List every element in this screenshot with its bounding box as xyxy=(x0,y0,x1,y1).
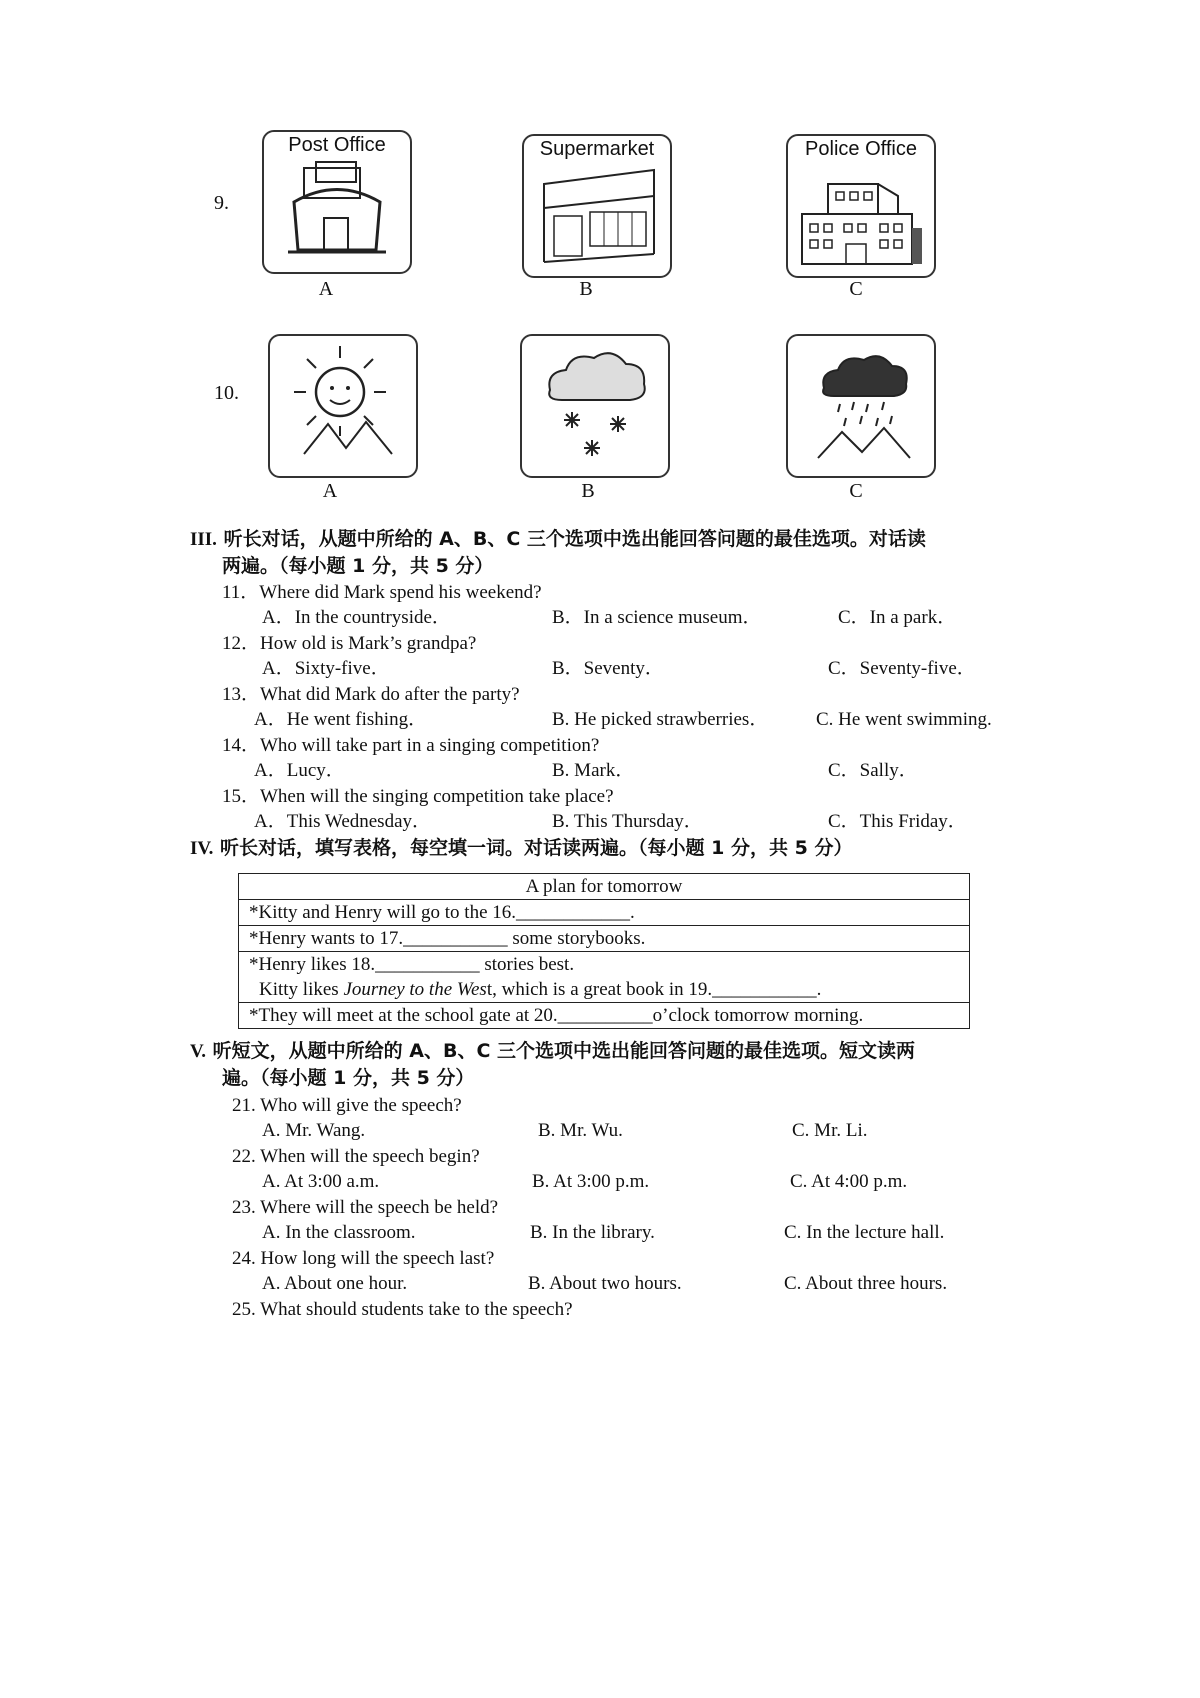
q22-option-b[interactable]: B. At 3:00 p.m. xyxy=(532,1171,650,1192)
q23-question: 23. Where will the speech be held? xyxy=(232,1197,499,1218)
q13-option-c[interactable]: C. He went swimming. xyxy=(816,709,992,730)
q11-option-a[interactable]: A．In the countryside． xyxy=(262,607,451,628)
plan-table-title: A plan for tomorrow xyxy=(239,874,970,900)
option-9c-label: Police Office xyxy=(805,138,917,160)
section-5-heading-line1: 听短文，从题中所给的 A、B、C 三个选项中选出能回答问题的最佳选项。短文读两 xyxy=(212,1040,916,1062)
plan-row-19-pre: Kitty likes xyxy=(259,979,344,1000)
plan-row-17[interactable]: *Henry wants to 17.___________ some storybooks. xyxy=(239,926,970,952)
question-9-number: 9. xyxy=(214,192,229,214)
snowy-weather-icon xyxy=(522,336,668,476)
q22-question: 22. When will the speech begin? xyxy=(232,1146,480,1167)
q24-option-b[interactable]: B. About two hours. xyxy=(528,1273,682,1294)
q11-option-c[interactable]: C．In a park． xyxy=(838,607,957,628)
q23-option-c[interactable]: C. In the lecture hall. xyxy=(784,1222,945,1243)
q12-option-b[interactable]: B．Seventy． xyxy=(552,658,664,679)
q21-option-c[interactable]: C. Mr. Li. xyxy=(792,1120,868,1141)
q23-option-b[interactable]: B. In the library. xyxy=(530,1222,655,1243)
q15-option-c[interactable]: C．This Friday． xyxy=(828,811,967,832)
section-5-roman: V. xyxy=(190,1041,207,1062)
q25-question: 25. What should students take to the speech? xyxy=(232,1299,573,1320)
section-5-heading-cont: 遍。（每小题 1 分，共 5 分） xyxy=(222,1067,475,1089)
section-3-roman: III. xyxy=(190,529,217,550)
q12-question: 12．How old is Mark’s grandpa? xyxy=(222,633,477,654)
option-9c-card[interactable] xyxy=(786,134,936,278)
sunny-weather-icon xyxy=(270,336,416,476)
q11-option-b[interactable]: B．In a science museum． xyxy=(552,607,762,628)
q24-question: 24. How long will the speech last? xyxy=(232,1248,495,1269)
q13-question: 13．What did Mark do after the party? xyxy=(222,684,520,705)
section-5-heading xyxy=(190,1038,915,1065)
plan-row-19-book-title: Journey to the Wes xyxy=(343,979,487,1000)
q23-option-a[interactable]: A. In the classroom. xyxy=(262,1222,416,1243)
section-3-heading-cont: 两遍。（每小题 1 分，共 5 分） xyxy=(222,555,494,577)
q21-question: 21. Who will give the speech? xyxy=(232,1095,462,1116)
option-10b-letter: B xyxy=(581,480,595,502)
option-10a-letter: A xyxy=(322,480,338,502)
q15-option-a[interactable]: A．This Wednesday． xyxy=(254,811,432,832)
option-9a-letter: A xyxy=(318,278,334,300)
q14-option-c[interactable]: C．Sally． xyxy=(828,760,918,781)
option-9c-letter: C xyxy=(849,278,863,300)
q24-option-a[interactable]: A. About one hour. xyxy=(262,1273,408,1294)
option-9a-card[interactable] xyxy=(262,130,412,274)
option-10c-letter: C xyxy=(849,480,863,502)
plan-row-18[interactable]: *Henry likes 18.___________ stories best. xyxy=(249,954,575,975)
q14-option-b[interactable]: B. Mark． xyxy=(552,760,635,781)
option-10c-card[interactable] xyxy=(786,334,936,478)
q13-option-b[interactable]: B. He picked strawberries． xyxy=(552,709,769,730)
q14-question: 14．Who will take part in a singing competition? xyxy=(222,735,600,756)
q21-option-a[interactable]: A. Mr. Wang. xyxy=(262,1120,366,1141)
q14-option-a[interactable]: A．Lucy． xyxy=(254,760,345,781)
q12-option-a[interactable]: A．Sixty-five． xyxy=(262,658,390,679)
rainy-weather-icon xyxy=(788,336,934,476)
q24-option-c[interactable]: C. About three hours. xyxy=(784,1273,948,1294)
section-4-heading xyxy=(190,835,852,862)
section-3-heading-line1: 听长对话，从题中所给的 A、B、C 三个选项中选出能回答问题的最佳选项。对话读 xyxy=(223,528,926,550)
plan-row-16[interactable]: *Kitty and Henry will go to the 16.____________. xyxy=(239,900,970,926)
option-9b-letter: B xyxy=(579,278,593,300)
option-10b-card[interactable] xyxy=(520,334,670,478)
plan-row-19-post: t, which is a great book in 19.___________. xyxy=(486,979,822,1000)
q13-option-a[interactable]: A．He went fishing． xyxy=(254,709,428,730)
option-10a-card[interactable] xyxy=(268,334,418,478)
plan-table xyxy=(238,873,970,1029)
supermarket-building-icon xyxy=(524,136,670,276)
q21-option-b[interactable]: B. Mr. Wu. xyxy=(538,1120,623,1141)
q15-question: 15．When will the singing competition take place? xyxy=(222,786,614,807)
plan-row-18-19[interactable] xyxy=(239,952,970,1003)
question-10-number: 10. xyxy=(214,382,239,404)
q22-option-c[interactable]: C. At 4:00 p.m. xyxy=(790,1171,908,1192)
option-9b-card[interactable] xyxy=(522,134,672,278)
section-4-roman: IV. xyxy=(190,838,214,859)
plan-row-19[interactable] xyxy=(249,977,959,1002)
police-office-building-icon xyxy=(788,136,934,276)
q15-option-b[interactable]: B. This Thursday． xyxy=(552,811,703,832)
option-9a-label: Post Office xyxy=(288,134,386,156)
section-3-heading xyxy=(190,526,926,553)
section-4-heading-text: 听长对话，填写表格，每空填一词。对话读两遍。（每小题 1 分，共 5 分） xyxy=(220,837,853,859)
q11-question: 11．Where did Mark spend his weekend? xyxy=(222,582,542,603)
post-office-building-icon xyxy=(264,132,410,272)
option-9b-label: Supermarket xyxy=(539,138,655,160)
q12-option-c[interactable]: C．Seventy-five． xyxy=(828,658,976,679)
q22-option-a[interactable]: A. At 3:00 a.m. xyxy=(262,1171,380,1192)
plan-row-20[interactable]: *They will meet at the school gate at 20.__________o’clock tomorrow morning. xyxy=(239,1003,970,1029)
